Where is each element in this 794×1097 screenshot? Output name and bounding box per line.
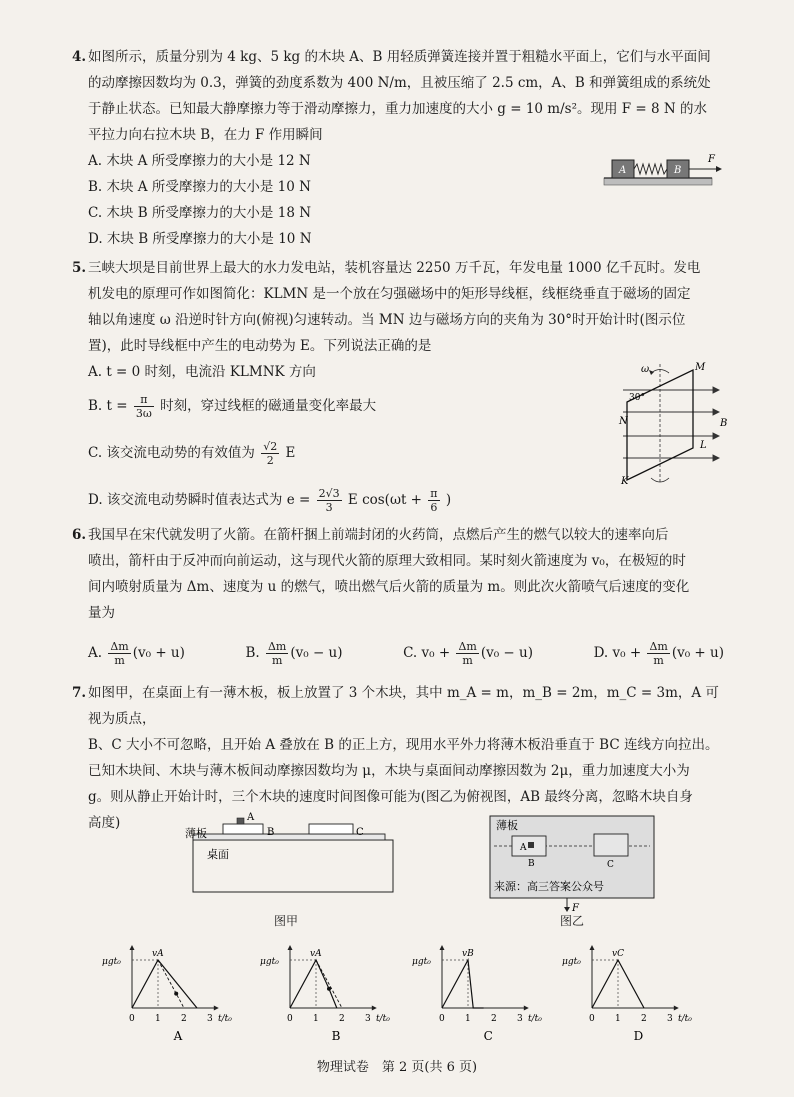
stem-line: 如图甲，在桌面上有一薄木板，板上放置了 3 个木块，其中 m_A = m，m_B = 2m，m_C = 3m，A 可视为质点， (88, 685, 719, 727)
numerator: √2 (263, 440, 278, 453)
x-tick-label: 3 (207, 1014, 213, 1024)
x-tick-label: 0 (589, 1014, 595, 1024)
q5-coil-figure (605, 360, 730, 488)
vt-graph-option-c[interactable] (410, 940, 542, 1045)
stem-line: g。则从静止开始计时，三个木块的速度时间图像可能为(图乙为俯视图，AB 最终分离，忽略木块自身 (88, 789, 693, 805)
option-a[interactable]: A. t = 0 时刻，电流沿 KLMNK 方向 (88, 364, 316, 380)
question-4 (72, 44, 724, 252)
vt-graph-option-a[interactable] (100, 940, 232, 1045)
option-text: ) (445, 492, 452, 508)
x-tick-label: 1 (465, 1014, 471, 1024)
stem-line: 如图所示，质量分别为 4 kg、5 kg 的木块 A、B 用轻质弹簧连接并置于粗糙水平面上，它们与水平面间 (88, 49, 711, 65)
figure-yi-caption: 图乙 (560, 914, 585, 928)
block-a-topview (528, 842, 534, 848)
question-number: 4. (72, 49, 87, 65)
vertex-l-label: L (700, 440, 707, 451)
page-footer: 物理试卷 第 2 页(共 6 页) (316, 1060, 478, 1075)
block-c-label: C (356, 827, 364, 838)
vertex-m-label: M (695, 362, 706, 373)
spring (634, 164, 667, 174)
x-tick-label: 3 (365, 1014, 371, 1024)
vt-graph-option-d[interactable] (560, 940, 692, 1045)
denominator: 3ω (135, 407, 152, 420)
block-c-topview (594, 834, 628, 856)
stem-line: 置)，此时导线框中产生的电动势为 E。下列说法正确的是 (88, 338, 432, 354)
option-c[interactable]: C. 木块 B 所受摩擦力的大小是 18 N (88, 205, 312, 221)
graph-option-label: B (331, 1029, 341, 1043)
x-axis-unit: t/t₀ (376, 1014, 390, 1024)
block-b-label: B (674, 165, 682, 176)
omega-label: ω (641, 364, 650, 375)
stem-line: 喷出，箭杆由于反冲而向前运动，这与现代火箭的原理大致相同。某时刻火箭速度为 v₀，在极短的时 (88, 553, 686, 569)
x-tick-label: 1 (313, 1014, 319, 1024)
option-text: A. (88, 645, 103, 661)
option-text: D. v₀ + (593, 645, 642, 661)
field-b-label: B (720, 418, 728, 429)
q4-spring-figure (600, 150, 725, 186)
question-number: 7. (72, 685, 87, 701)
option-b[interactable]: B. 木块 A 所受摩擦力的大小是 10 N (88, 179, 311, 195)
option-a[interactable] (88, 640, 185, 667)
desk-label: 桌面 (207, 848, 229, 861)
block-a-label: A (520, 843, 527, 853)
velocity-curve (132, 960, 197, 1008)
block-c-label: C (607, 860, 614, 870)
y-tick-label: μgt₀ (412, 957, 431, 967)
denominator: m (653, 654, 664, 667)
option-d[interactable] (88, 487, 451, 514)
option-a[interactable]: A. 木块 A 所受摩擦力的大小是 12 N (88, 153, 311, 169)
option-text: (v₀ − u) (480, 645, 533, 661)
block-b-label: B (267, 827, 275, 838)
stem-line: 的动摩擦因数均为 0.3，弹簧的劲度系数为 400 N/m，且被压缩了 2.5 cm，A、B 和弹簧组成的系统处 (88, 75, 711, 91)
option-text: 时刻，穿过线框的磁通量变化率最大 (160, 398, 377, 414)
stem-line: 机发电的原理可作如图简化：KLMN 是一个放在匀强磁场中的矩形导线框，线框绕垂直于磁场的固定 (88, 286, 691, 302)
fraction (647, 640, 669, 667)
option-text: (v₀ + u) (132, 645, 185, 661)
turning-point (174, 992, 178, 996)
x-tick-label: 1 (615, 1014, 621, 1024)
force-label: F (572, 903, 579, 914)
x-tick-label: 2 (339, 1014, 345, 1024)
graph-option-label: A (173, 1029, 183, 1043)
x-tick-label: 3 (667, 1014, 673, 1024)
graph-option-label: D (633, 1029, 644, 1043)
series-label: vC (612, 949, 624, 959)
option-text: B. (245, 645, 260, 661)
ground-surface (604, 178, 712, 185)
option-text: B. t = (88, 398, 128, 414)
fraction (261, 440, 279, 467)
denominator: m (114, 654, 125, 667)
option-c[interactable] (88, 440, 295, 467)
denominator: m (271, 654, 283, 667)
option-text: D. 该交流电动势瞬时值表达式为 e = (88, 492, 311, 508)
option-c[interactable] (403, 640, 533, 667)
block-c (309, 824, 353, 834)
option-text: (v₀ − u) (290, 645, 343, 661)
block-b (223, 824, 263, 834)
numerator: 2√3 (318, 487, 340, 500)
vt-graph-option-b[interactable] (258, 940, 390, 1045)
y-tick-label: μgt₀ (562, 957, 581, 967)
denominator: 6 (430, 501, 438, 514)
y-tick-label: μgt₀ (102, 957, 121, 967)
stem-line: 间内喷射质量为 Δm、速度为 u 的燃气，喷出燃气后火箭的质量为 m。则此次火箭喷气后速度的变化 (88, 579, 690, 595)
fraction (317, 487, 342, 514)
numerator: Δm (458, 640, 477, 653)
fraction (428, 487, 439, 514)
stem-line: 于静止状态。已知最大静摩擦力等于滑动摩擦力，重力加速度的大小 g = 10 m/s²。现用 F = 8 N 的水 (88, 101, 708, 117)
force-arrow (716, 166, 722, 172)
option-text: E cos(ωt + (347, 492, 422, 508)
reference-curve (158, 960, 184, 1008)
x-axis-unit: t/t₀ (218, 1014, 232, 1024)
x-tick-label: 2 (491, 1014, 497, 1024)
series-label: vA (152, 949, 164, 959)
vertex-n-label: N (619, 416, 628, 427)
source-watermark-text: 来源：高三答案公众号 (494, 880, 604, 893)
series-label: vB (462, 949, 474, 959)
option-text: C. v₀ + (403, 645, 451, 661)
numerator: Δm (267, 640, 287, 653)
question-4-stem (72, 44, 724, 148)
vertex-k-label: K (621, 476, 629, 487)
numerator: Δm (649, 640, 668, 653)
question-6 (72, 522, 724, 626)
fraction (456, 640, 478, 667)
fraction (134, 393, 154, 420)
stem-line: 我国早在宋代就发明了火箭。在箭杆捆上前端封闭的火药筒，点燃后产生的燃气以较大的速率向后 (88, 527, 669, 543)
option-text: (v₀ + u) (671, 645, 724, 661)
stem-line: B、C 大小不可忽略，且开始 A 叠放在 B 的正上方，现用水平外力将薄木板沿垂直于 BC 连线方向拉出。 (88, 737, 719, 753)
angle-label: 30° (629, 393, 645, 403)
board-label: 薄板 (496, 819, 518, 832)
question-number: 6. (72, 527, 87, 543)
option-d[interactable]: D. 木块 B 所受摩擦力的大小是 10 N (88, 231, 312, 247)
stem-line: 平拉力向右拉木块 B，在力 F 作用瞬间 (88, 127, 323, 143)
board-label: 薄板 (185, 827, 207, 840)
stem-line: 高度) (88, 815, 121, 831)
block-a-label: A (247, 812, 255, 823)
q6-options (88, 640, 724, 667)
numerator: π (134, 393, 154, 407)
figure-jia (185, 810, 395, 920)
block-a-label: A (619, 165, 627, 176)
figure-jia-caption: 图甲 (274, 914, 299, 928)
y-tick-label: μgt₀ (260, 957, 279, 967)
x-tick-label: 0 (287, 1014, 293, 1024)
option-d[interactable] (594, 640, 724, 667)
series-label: vA (310, 949, 322, 959)
option-b[interactable] (88, 393, 376, 420)
denominator: 2 (266, 454, 274, 467)
question-number: 5. (72, 260, 87, 276)
block-a (237, 818, 244, 824)
turning-point (327, 987, 331, 991)
option-b[interactable] (245, 640, 342, 667)
force-label: F (708, 154, 715, 165)
figure-yi (488, 812, 658, 912)
denominator: 3 (325, 501, 333, 514)
option-text: E (285, 445, 296, 461)
numerator: π (430, 487, 438, 500)
numerator: Δm (110, 640, 129, 653)
x-tick-label: 1 (155, 1014, 161, 1024)
velocity-curve (442, 960, 484, 1008)
stem-line: 轴以角速度 ω 沿逆时针方向(俯视)匀速转动。当 MN 边与磁场方向的夹角为 30°时开始计时(图示位 (88, 312, 686, 328)
x-tick-label: 2 (181, 1014, 187, 1024)
x-tick-label: 2 (641, 1014, 647, 1024)
stem-line: 已知木块间、木块与薄木板间动摩擦因数均为 μ，木块与桌面间动摩擦因数为 2μ，重力加速度大小为 (88, 763, 690, 779)
x-tick-label: 0 (439, 1014, 445, 1024)
x-tick-label: 0 (129, 1014, 135, 1024)
stem-line: 三峡大坝是目前世界上最大的水力发电站，装机容量达 2250 万千瓦，年发电量 1000 亿千瓦时。发电 (88, 260, 701, 276)
denominator: m (462, 654, 473, 667)
stem-line: 量为 (88, 605, 115, 621)
option-text: C. 该交流电动势的有效值为 (88, 445, 255, 461)
block-b-label: B (528, 859, 535, 869)
x-tick-label: 3 (517, 1014, 523, 1024)
x-axis-unit: t/t₀ (528, 1014, 542, 1024)
fraction (108, 640, 130, 667)
fraction (266, 640, 288, 667)
x-axis-unit: t/t₀ (678, 1014, 692, 1024)
velocity-curve (290, 960, 337, 1008)
graph-option-label: C (483, 1029, 493, 1043)
